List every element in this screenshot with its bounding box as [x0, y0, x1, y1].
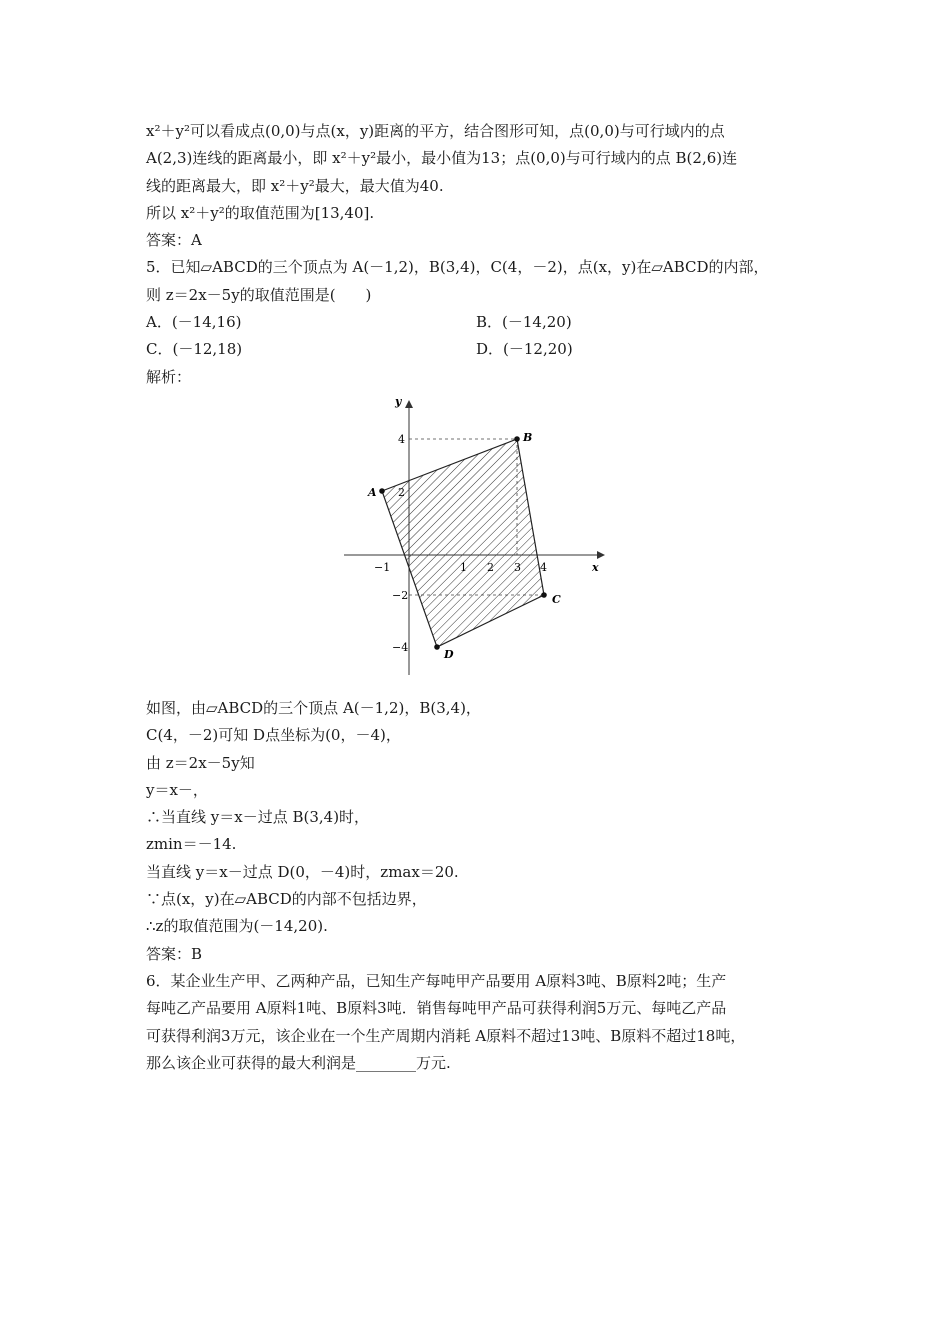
point-a: [379, 488, 385, 494]
point-b-label: B: [523, 430, 533, 444]
point-b: [514, 436, 520, 442]
question-6-stem: 可获得利润3万元，该企业在一个生产周期内消耗 A原料不超过13吨、B原料不超过18吨，: [146, 1026, 746, 1045]
text-line: 当直线 y＝x－过点 D(0，－4)时，zmax＝20.: [146, 862, 459, 881]
y-tick-label: 4: [398, 432, 405, 446]
options-row: [146, 309, 826, 336]
text-line: C(4，－2)可知 D点坐标为(0，－4)，: [146, 726, 401, 745]
analysis-label: 解析：: [146, 367, 192, 386]
question-6-stem: 6．某企业生产甲、乙两种产品，已知生产每吨甲产品要用 A原料3吨、B原料2吨；生产: [146, 971, 727, 990]
document-page: [146, 118, 826, 1077]
point-d: [434, 644, 440, 650]
text-line: 由 z＝2x－5y知: [146, 753, 255, 772]
text-line: 线的距离最大，即 x²＋y²最大，最大值为40.: [146, 176, 444, 195]
text-line: 所以 x²＋y²的取值范围为[13,40].: [146, 203, 375, 222]
point-a-label: A: [368, 485, 377, 499]
text-line: 如图，由▱ABCD的三个顶点 A(－1,2)，B(3,4)，: [146, 698, 481, 717]
coordinate-diagram: [342, 395, 612, 685]
text-line: y＝x－，: [146, 780, 208, 799]
question-5-stem: 则 z＝2x－5y的取值范围是( ): [146, 285, 372, 304]
point-c: [541, 592, 547, 598]
question-5-stem: 5．已知▱ABCD的三个顶点为 A(－1,2)，B(3,4)，C(4，－2)，点(x，y)在▱ABCD的内部，: [146, 258, 769, 277]
parallelogram-figure: [146, 395, 826, 695]
x-tick-label: 3: [514, 560, 521, 574]
question-6-stem: 每吨乙产品要用 A原料1吨、B原料3吨．销售每吨甲产品可获得利润5万元、每吨乙产品: [146, 999, 727, 1018]
answer-line: 答案：A: [146, 231, 202, 250]
text-line: zmin＝－14.: [146, 835, 237, 854]
answer-line: 答案：B: [146, 944, 203, 963]
text-line: ∴当直线 y＝x－过点 B(3,4)时，: [146, 808, 370, 827]
option-d: D．(－12,20): [476, 340, 573, 359]
point-d-label: D: [444, 647, 454, 661]
question-6-stem: 那么该企业可获得的最大利润是________万元.: [146, 1053, 451, 1072]
text-line: A(2,3)连线的距离最小，即 x²＋y²最小，最小值为13；点(0,0)与可行域内的点 B(2,6)连: [146, 149, 738, 168]
x-tick-label: −1: [374, 560, 391, 574]
option-a: A．(－14,16): [146, 313, 242, 332]
x-tick-label: 1: [460, 560, 467, 574]
text-line: x²＋y²可以看成点(0,0)与点(x，y)距离的平方，结合图形可知，点(0,0)与可行域内的点: [146, 122, 725, 140]
options-row: [146, 336, 826, 363]
option-c: C．(－12,18): [146, 340, 243, 359]
text-line: ∵点(x，y)在▱ABCD的内部不包括边界，: [146, 890, 427, 909]
y-tick-label: 2: [398, 485, 405, 499]
y-tick-label: −2: [392, 588, 409, 602]
x-tick-label: 2: [487, 560, 494, 574]
x-tick-label: 4: [540, 560, 547, 574]
text-line: ∴z的取值范围为(－14,20).: [146, 917, 328, 936]
option-b: B．(－14,20): [476, 313, 572, 332]
y-tick-label: −4: [392, 640, 409, 654]
parallelogram-region: [382, 439, 544, 647]
axis-y-label: y: [395, 394, 402, 408]
axis-x-label: x: [592, 560, 599, 574]
point-c-label: C: [552, 592, 561, 606]
